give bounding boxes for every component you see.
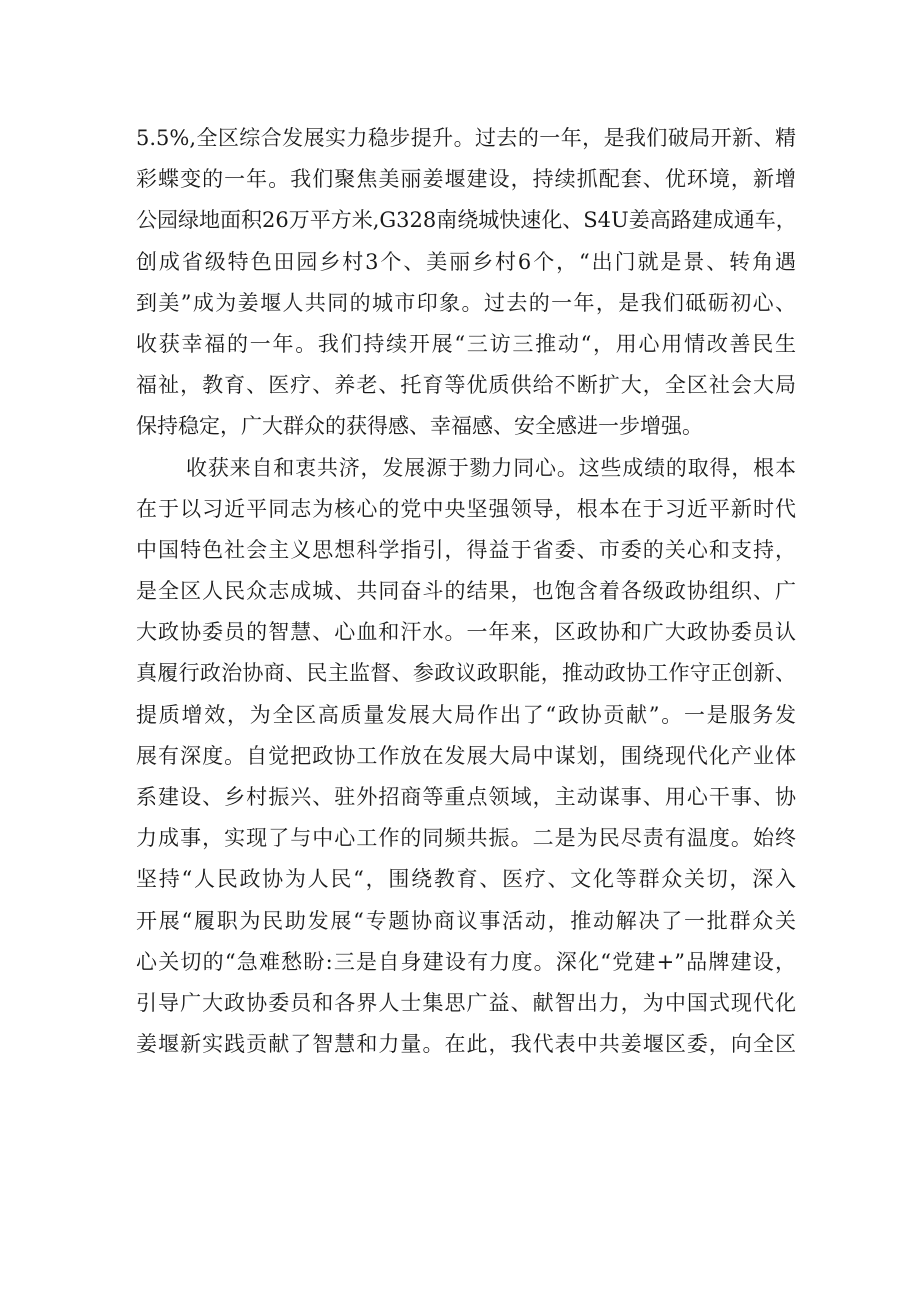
paragraph-line: 力成事，实现了与中心工作的同频共振。二是为民尽责有温度。始终 (136, 826, 796, 851)
paragraph-line: 真履行政治协商、民主监督、参政议政职能，推动政协工作守正创新、 (136, 661, 796, 686)
paragraph-line: 展有深度。自觉把政协工作放在发展大局中谋划，围绕现代化产业体 (136, 743, 796, 768)
paragraph-line: 姜堰新实践贡献了智慧和力量。在此，我代表中共姜堰区委，向全区 (136, 1032, 796, 1057)
paragraph-line: 到美”成为姜堰人共同的城市印象。过去的一年，是我们砥砺初心、 (136, 290, 796, 315)
paragraph-line: 公园绿地面积26万平方米,G328南绕城快速化、S4U姜高路建成通车， (136, 208, 797, 233)
paragraph-line: 在于以习近平同志为核心的党中央坚强领导，根本在于习近平新时代 (136, 496, 796, 521)
paragraph-line: 创成省级特色田园乡村3个、美丽乡村6个，“出门就是景、转角遇 (136, 249, 796, 274)
document-body (136, 118, 796, 1065)
paragraph-line: 彩蝶变的一年。我们聚焦美丽姜堰建设，持续抓配套、优环境，新增 (136, 167, 796, 192)
paragraph-line: 福祉，教育、医疗、养老、托育等优质供给不断扩大，全区社会大局 (136, 373, 796, 398)
paragraph-line: 坚持“人民政协为人民“，围绕教育、医疗、文化等群众关切，深入 (136, 867, 796, 892)
paragraph-line: 开展“履职为民助发展“专题协商议事活动，推动解决了一批群众关 (136, 908, 796, 933)
paragraph-line: 心关切的“急难愁盼:三是自身建设有力度。深化“党建+”品牌建设， (136, 949, 796, 974)
paragraph-line: 提质增效，为全区高质量发展大局作出了“政协贡献”。一是服务发 (136, 702, 796, 727)
paragraph-line: 收获来自和衷共济，发展源于勠力同心。这些成绩的取得，根本 (186, 455, 796, 480)
paragraph-line: 保持稳定，广大群众的获得感、幸福感、安全感进一步增强。 (136, 414, 703, 439)
paragraph-line: 收获幸福的一年。我们持续开展“三访三推动“，用心用情改善民生 (136, 331, 796, 356)
paragraph-line: 中国特色社会主义思想科学指引，得益于省委、市委的关心和支持， (136, 537, 796, 562)
paragraph-line: 系建设、乡村振兴、驻外招商等重点领域，主动谋事、用心干事、协 (136, 785, 796, 809)
paragraph-2 (136, 448, 796, 1066)
paragraph-1 (136, 118, 796, 448)
paragraph-line: 大政协委员的智慧、心血和汗水。一年来，区政协和广大政协委员认 (136, 620, 796, 645)
paragraph-line: 是全区人民众志成城、共同奋斗的结果，也饱含着各级政协组织、广 (136, 579, 796, 604)
paragraph-line: 引导广大政协委员和各界人士集思广益、献智出力，为中国式现代化 (136, 990, 796, 1015)
paragraph-line: 5.5%,全区综合发展实力稳步提升。过去的一年，是我们破局开新、精 (136, 126, 796, 150)
